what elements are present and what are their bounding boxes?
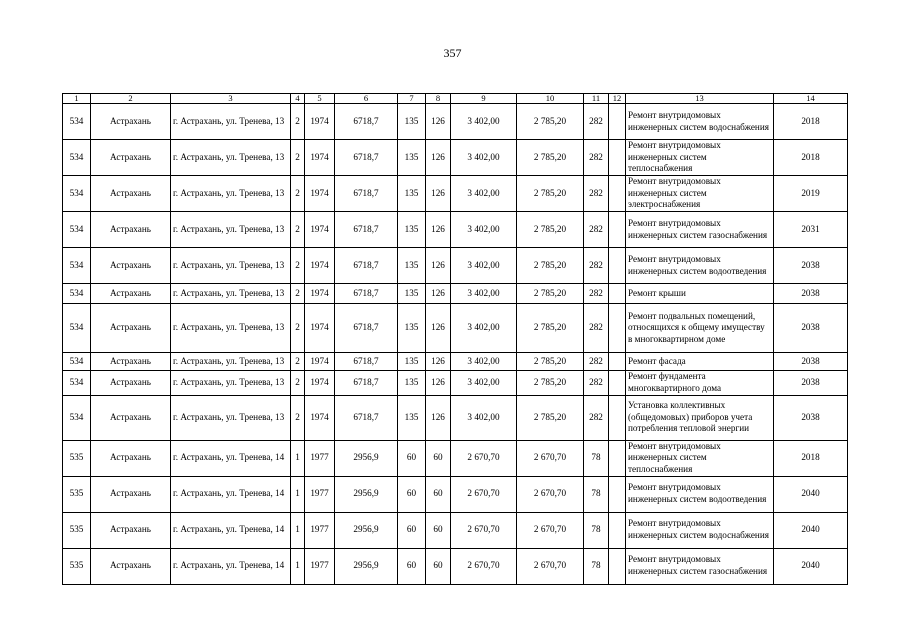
table-cell: 3 402,00 [451, 395, 517, 440]
table-cell: 1977 [305, 512, 335, 548]
table-cell: Ремонт подвальных помещений, относящихся к общему имуществу в многоквартирном доме [626, 304, 774, 353]
table-cell: 2 [291, 248, 305, 284]
table-cell: 534 [63, 395, 91, 440]
table-cell: 3 402,00 [451, 212, 517, 248]
table-cell: Астрахань [91, 176, 171, 212]
table-cell: 534 [63, 353, 91, 371]
table-cell: 2031 [774, 212, 848, 248]
table-cell: 135 [398, 104, 426, 140]
table-cell: г. Астрахань, ул. Тренева, 13 [171, 104, 291, 140]
table-cell: 1974 [305, 104, 335, 140]
table-cell: 1974 [305, 353, 335, 371]
table-cell: Астрахань [91, 548, 171, 584]
table-cell: 282 [584, 371, 609, 395]
table-cell: 534 [63, 248, 91, 284]
table-cell: Астрахань [91, 304, 171, 353]
table-cell: Ремонт фундамента многоквартирного дома [626, 371, 774, 395]
table-cell: 1 [291, 548, 305, 584]
table-cell: 534 [63, 371, 91, 395]
table-cell: 3 402,00 [451, 284, 517, 304]
table-cell: 3 402,00 [451, 304, 517, 353]
table-cell: 534 [63, 304, 91, 353]
page-number: 357 [443, 46, 462, 60]
table-row [63, 104, 848, 140]
table-cell: г. Астрахань, ул. Тренева, 13 [171, 304, 291, 353]
column-number-header: 12 [609, 94, 626, 104]
table-cell: 2038 [774, 371, 848, 395]
table-cell: 1974 [305, 140, 335, 176]
table-row [63, 395, 848, 440]
table-cell: 1974 [305, 212, 335, 248]
table-cell: 135 [398, 304, 426, 353]
table-cell: 2 [291, 371, 305, 395]
table-row [63, 212, 848, 248]
table-cell: Ремонт внутридомовых инженерных систем газоснабжения [626, 212, 774, 248]
table-cell: Ремонт крыши [626, 284, 774, 304]
table-cell [609, 548, 626, 584]
table-cell: 6718,7 [335, 284, 398, 304]
table-cell: 135 [398, 212, 426, 248]
table-cell: 2956,9 [335, 512, 398, 548]
table-cell: г. Астрахань, ул. Тренева, 13 [171, 140, 291, 176]
table-cell: г. Астрахань, ул. Тренева, 14 [171, 476, 291, 512]
table-cell: 2 [291, 212, 305, 248]
table-cell: 2 [291, 304, 305, 353]
table-cell: г. Астрахань, ул. Тренева, 14 [171, 440, 291, 476]
table-cell: 3 402,00 [451, 371, 517, 395]
table-cell: 3 402,00 [451, 176, 517, 212]
table-cell: 126 [426, 284, 451, 304]
table-cell: 6718,7 [335, 104, 398, 140]
table-cell: 2 785,20 [517, 353, 584, 371]
table-cell: 135 [398, 248, 426, 284]
table-cell: 534 [63, 176, 91, 212]
table-cell: 282 [584, 104, 609, 140]
table-cell: 535 [63, 512, 91, 548]
table-cell [609, 371, 626, 395]
table-cell: 282 [584, 248, 609, 284]
table-cell: Ремонт внутридомовых инженерных систем водоотведения [626, 248, 774, 284]
table-cell: 2038 [774, 395, 848, 440]
table-cell: г. Астрахань, ул. Тренева, 14 [171, 512, 291, 548]
table-cell: 535 [63, 476, 91, 512]
table-row [63, 512, 848, 548]
table-cell: 2038 [774, 248, 848, 284]
table-cell: Астрахань [91, 248, 171, 284]
table-cell: Астрахань [91, 440, 171, 476]
table-cell: 534 [63, 284, 91, 304]
table-cell: 135 [398, 284, 426, 304]
table-cell: Ремонт внутридомовых инженерных систем водоснабжения [626, 512, 774, 548]
table-cell: Астрахань [91, 371, 171, 395]
column-number-row [63, 94, 848, 104]
table-cell: 126 [426, 395, 451, 440]
table-cell: 2 785,20 [517, 140, 584, 176]
table-cell [609, 212, 626, 248]
table-cell: 6718,7 [335, 176, 398, 212]
table-cell: 282 [584, 353, 609, 371]
table-cell: г. Астрахань, ул. Тренева, 13 [171, 248, 291, 284]
table-cell: 2 670,70 [517, 476, 584, 512]
table-cell: 2 670,70 [517, 512, 584, 548]
table-cell: 6718,7 [335, 212, 398, 248]
table-cell: г. Астрахань, ул. Тренева, 13 [171, 371, 291, 395]
table-cell: 1974 [305, 248, 335, 284]
table-cell: 2038 [774, 304, 848, 353]
table-cell: Астрахань [91, 284, 171, 304]
table-cell: 2 670,70 [451, 440, 517, 476]
table-cell: 2018 [774, 140, 848, 176]
table-cell: 126 [426, 353, 451, 371]
table-cell: Астрахань [91, 395, 171, 440]
table-cell: г. Астрахань, ул. Тренева, 13 [171, 353, 291, 371]
table-cell: 2 [291, 140, 305, 176]
table-cell: 6718,7 [335, 140, 398, 176]
table-cell: 2956,9 [335, 548, 398, 584]
table-cell: 126 [426, 248, 451, 284]
table-cell [609, 476, 626, 512]
table-cell: 3 402,00 [451, 140, 517, 176]
table-row [63, 353, 848, 371]
column-number-header: 3 [171, 94, 291, 104]
column-number-header: 2 [91, 94, 171, 104]
table-cell [609, 140, 626, 176]
table-cell: 1974 [305, 284, 335, 304]
table-cell: 1974 [305, 304, 335, 353]
table-cell: 126 [426, 104, 451, 140]
table-cell: 6718,7 [335, 304, 398, 353]
table-cell: 1974 [305, 395, 335, 440]
table-cell: 60 [426, 440, 451, 476]
table-cell: Установка коллективных (общедомовых) приборов учета потребления тепловой энергии [626, 395, 774, 440]
table-cell: 2018 [774, 104, 848, 140]
table-cell: 6718,7 [335, 353, 398, 371]
table-cell: 6718,7 [335, 248, 398, 284]
table-cell: 135 [398, 353, 426, 371]
table-cell: 135 [398, 176, 426, 212]
table-cell: Ремонт внутридомовых инженерных систем водоснабжения [626, 104, 774, 140]
table-cell: 3 402,00 [451, 248, 517, 284]
table-cell: 60 [426, 548, 451, 584]
table-cell: 2 [291, 353, 305, 371]
table-cell: Астрахань [91, 512, 171, 548]
table-cell: 60 [398, 548, 426, 584]
table-cell: 2 785,20 [517, 304, 584, 353]
table-cell: 126 [426, 371, 451, 395]
table-cell: 3 402,00 [451, 104, 517, 140]
table-cell: 2 785,20 [517, 104, 584, 140]
table-cell: 1977 [305, 548, 335, 584]
repair-schedule-table [62, 93, 848, 585]
table-cell: 2 785,20 [517, 371, 584, 395]
table-cell: 126 [426, 140, 451, 176]
table-cell: 3 402,00 [451, 353, 517, 371]
table-cell: 78 [584, 548, 609, 584]
table-cell: 1977 [305, 440, 335, 476]
table-cell: 78 [584, 476, 609, 512]
table-cell: Ремонт внутридомовых инженерных систем теплоснабжения [626, 440, 774, 476]
table-row [63, 476, 848, 512]
table-cell: 534 [63, 212, 91, 248]
table-cell [609, 176, 626, 212]
table-cell: Астрахань [91, 353, 171, 371]
table-cell: 2956,9 [335, 440, 398, 476]
table-cell: 282 [584, 304, 609, 353]
table-cell: Ремонт внутридомовых инженерных систем водоотведения [626, 476, 774, 512]
table-cell: 535 [63, 440, 91, 476]
column-number-header: 13 [626, 94, 774, 104]
table-cell: 2 785,20 [517, 176, 584, 212]
column-number-header: 1 [63, 94, 91, 104]
table-cell: 2 670,70 [517, 440, 584, 476]
column-number-header: 6 [335, 94, 398, 104]
table-cell: 2 785,20 [517, 284, 584, 304]
table-cell: 126 [426, 304, 451, 353]
table-row [63, 140, 848, 176]
table-cell [609, 512, 626, 548]
table-cell: 78 [584, 512, 609, 548]
column-number-header: 11 [584, 94, 609, 104]
column-number-header: 14 [774, 94, 848, 104]
table-cell: Ремонт фасада [626, 353, 774, 371]
table-cell: г. Астрахань, ул. Тренева, 13 [171, 395, 291, 440]
table-cell: 2040 [774, 476, 848, 512]
table-cell: 2040 [774, 512, 848, 548]
table-cell [609, 104, 626, 140]
table-cell: Астрахань [91, 140, 171, 176]
table-row [63, 440, 848, 476]
table-cell: 2040 [774, 548, 848, 584]
table-cell: 282 [584, 284, 609, 304]
table-cell: 1974 [305, 176, 335, 212]
table-cell: 1974 [305, 371, 335, 395]
table-cell: 6718,7 [335, 371, 398, 395]
table-cell: Астрахань [91, 476, 171, 512]
table-cell: 60 [426, 512, 451, 548]
table-cell: 135 [398, 140, 426, 176]
table-cell: 2019 [774, 176, 848, 212]
column-number-header: 9 [451, 94, 517, 104]
table-cell: Ремонт внутридомовых инженерных систем электроснабжения [626, 176, 774, 212]
table-cell: 2 [291, 284, 305, 304]
column-number-header: 5 [305, 94, 335, 104]
table-row [63, 548, 848, 584]
column-number-header: 4 [291, 94, 305, 104]
table-cell: 1977 [305, 476, 335, 512]
table-cell: 282 [584, 140, 609, 176]
table-row [63, 248, 848, 284]
table-cell: 78 [584, 440, 609, 476]
table-cell: 2038 [774, 353, 848, 371]
table-cell [609, 248, 626, 284]
table-cell: 126 [426, 176, 451, 212]
table-cell: 135 [398, 395, 426, 440]
table-cell: 1 [291, 476, 305, 512]
table-cell: Астрахань [91, 212, 171, 248]
table-cell: Астрахань [91, 104, 171, 140]
table-cell: Ремонт внутридомовых инженерных систем теплоснабжения [626, 140, 774, 176]
table-cell: 60 [398, 440, 426, 476]
table-cell: 534 [63, 140, 91, 176]
table-row [63, 284, 848, 304]
table-cell: 2 [291, 104, 305, 140]
table-cell: 2 785,20 [517, 395, 584, 440]
table-cell: г. Астрахань, ул. Тренева, 13 [171, 284, 291, 304]
table-cell: 2 670,70 [451, 548, 517, 584]
table-cell: 2038 [774, 284, 848, 304]
table-cell: Ремонт внутридомовых инженерных систем газоснабжения [626, 548, 774, 584]
table-cell: 282 [584, 176, 609, 212]
table-cell: 2 [291, 176, 305, 212]
table-row [63, 176, 848, 212]
table-row [63, 371, 848, 395]
table-cell [609, 284, 626, 304]
table-cell: 534 [63, 104, 91, 140]
column-number-header: 7 [398, 94, 426, 104]
table-cell: 2 785,20 [517, 248, 584, 284]
table-cell: г. Астрахань, ул. Тренева, 13 [171, 212, 291, 248]
table-cell: 60 [426, 476, 451, 512]
table-cell [609, 353, 626, 371]
column-number-header: 8 [426, 94, 451, 104]
table-cell: 2 670,70 [451, 512, 517, 548]
table-cell: г. Астрахань, ул. Тренева, 13 [171, 176, 291, 212]
table-cell [609, 304, 626, 353]
table-cell: 135 [398, 371, 426, 395]
table-cell [609, 440, 626, 476]
table-cell: 60 [398, 512, 426, 548]
table-cell: г. Астрахань, ул. Тренева, 14 [171, 548, 291, 584]
table-cell: 2 670,70 [517, 548, 584, 584]
table-cell: 126 [426, 212, 451, 248]
table-cell: 282 [584, 212, 609, 248]
table-cell [609, 395, 626, 440]
table-cell: 535 [63, 548, 91, 584]
table-cell: 282 [584, 395, 609, 440]
column-number-header: 10 [517, 94, 584, 104]
table-cell: 2 670,70 [451, 476, 517, 512]
table-cell: 60 [398, 476, 426, 512]
table-cell: 2956,9 [335, 476, 398, 512]
table-row [63, 304, 848, 353]
table-cell: 2 [291, 395, 305, 440]
table-cell: 2 785,20 [517, 212, 584, 248]
table-cell: 1 [291, 440, 305, 476]
table-cell: 1 [291, 512, 305, 548]
table-cell: 2018 [774, 440, 848, 476]
table-cell: 6718,7 [335, 395, 398, 440]
